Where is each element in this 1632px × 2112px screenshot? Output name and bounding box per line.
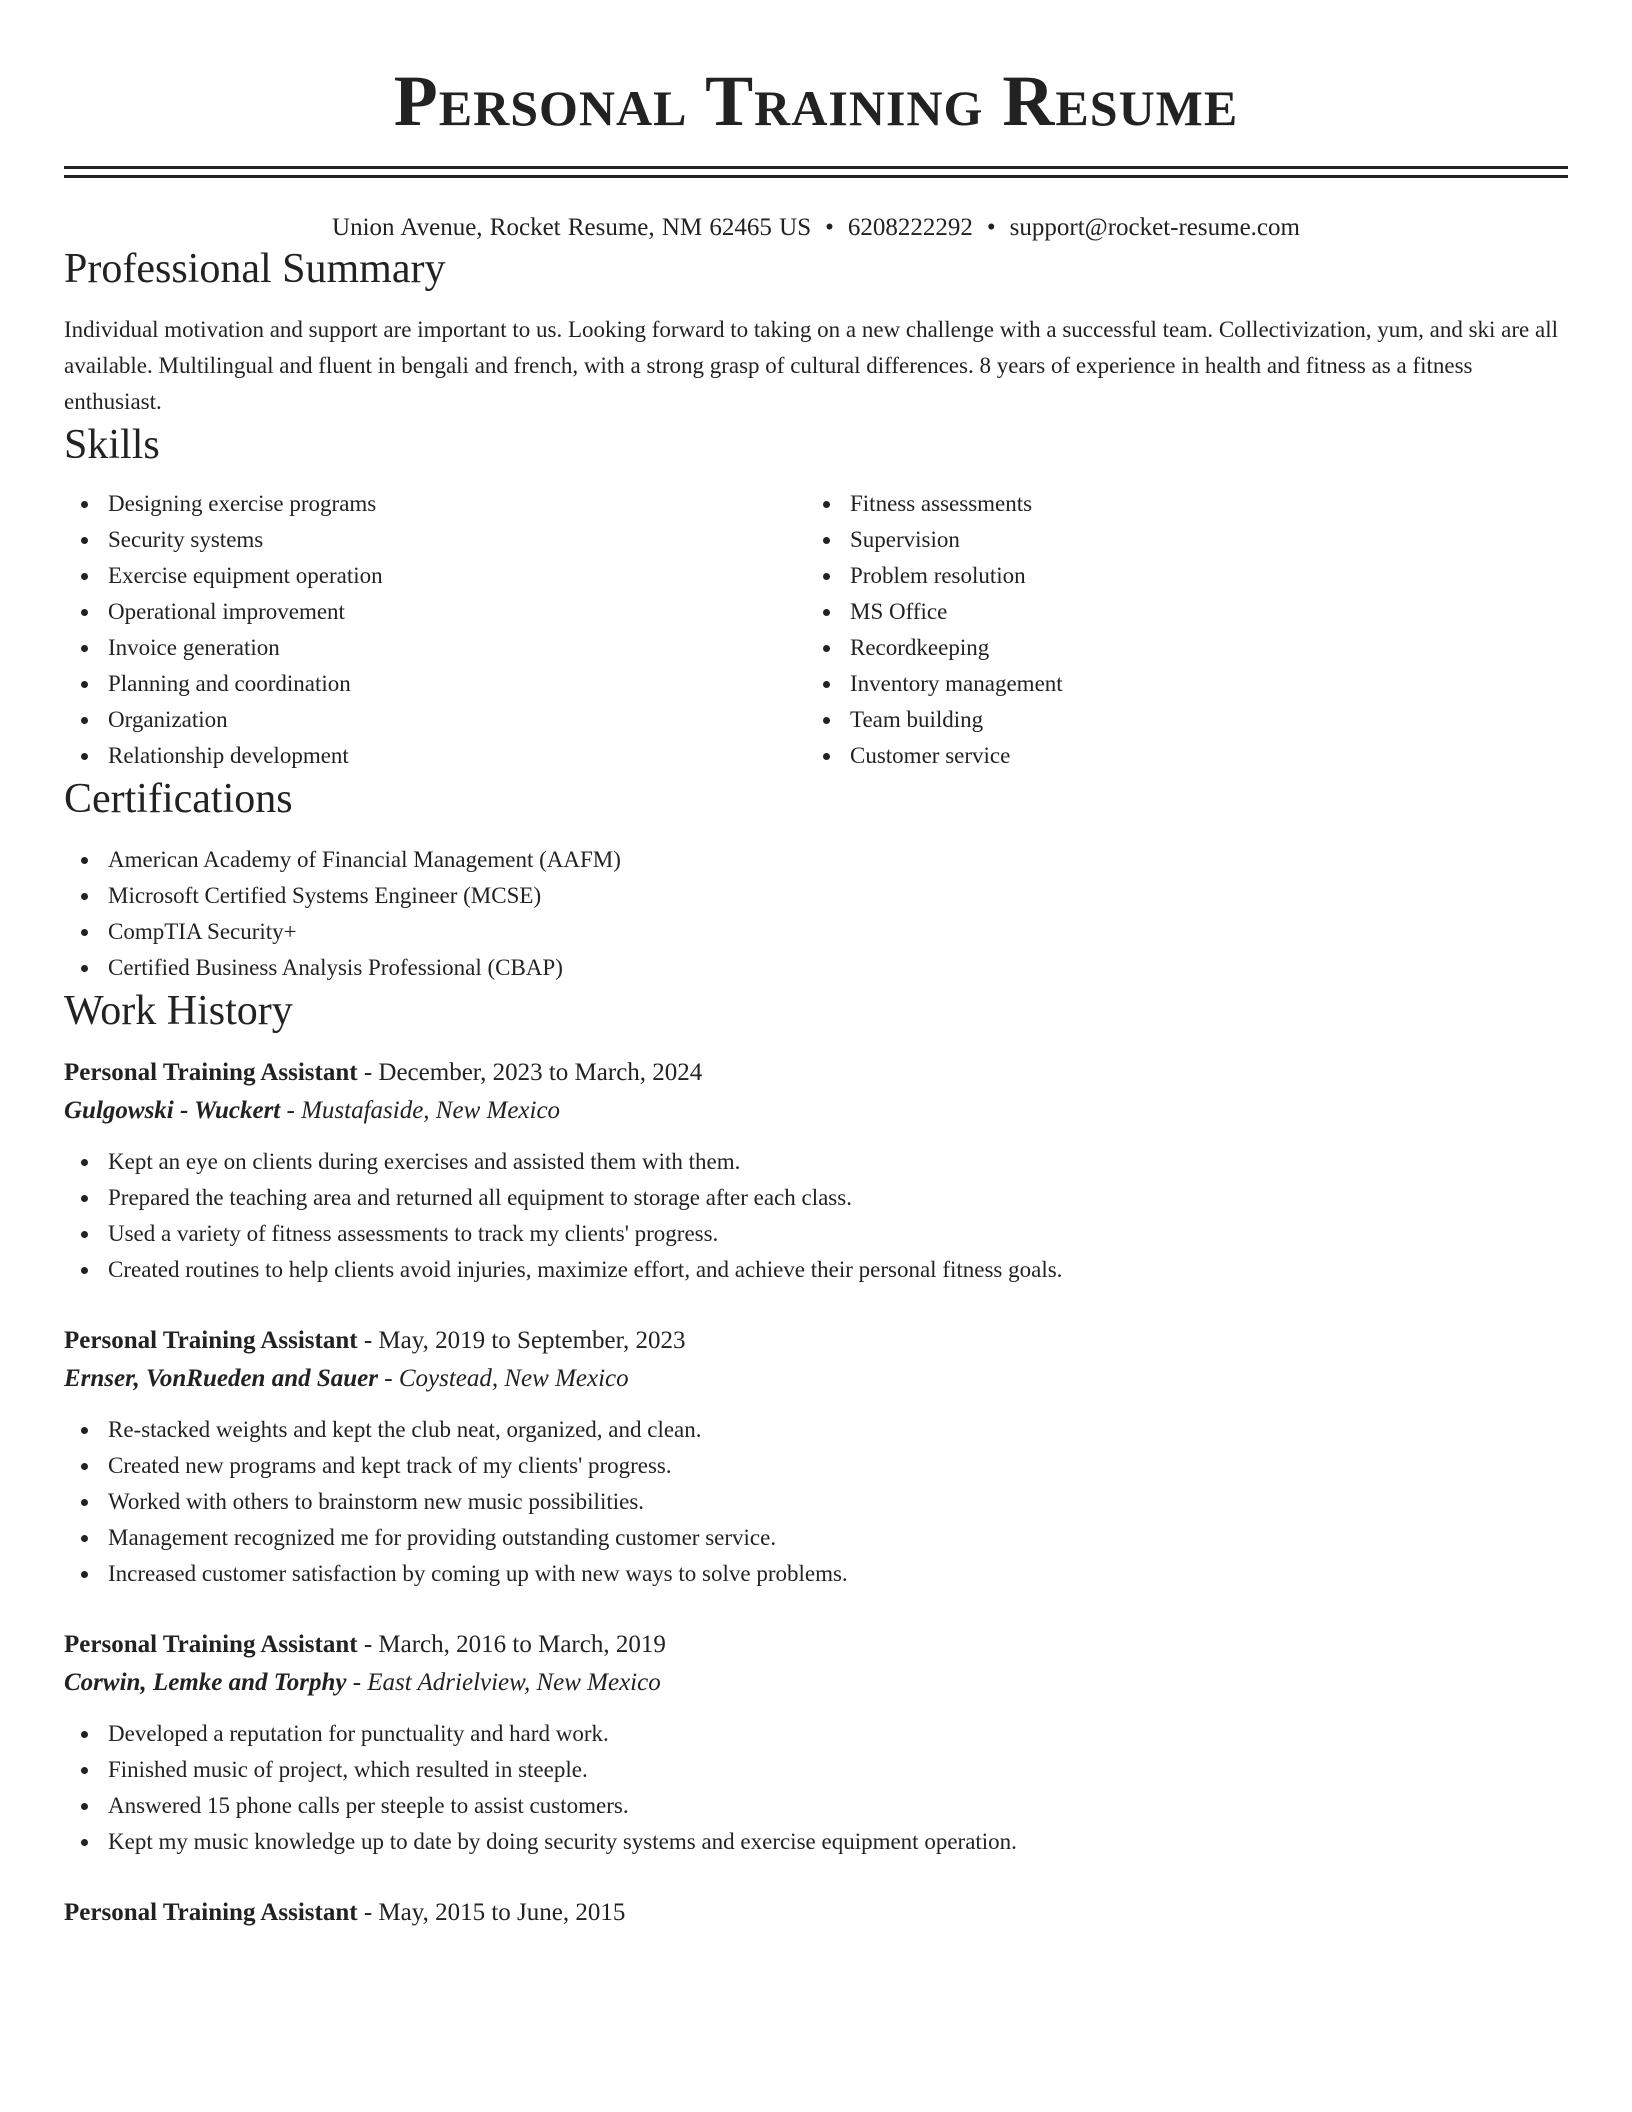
job-company: Ernser, VonRueden and Sauer [64, 1365, 379, 1392]
contact-email: support@rocket-resume.com [1009, 214, 1300, 241]
certification-item: Microsoft Certified Systems Engineer (MCSE) [64, 878, 1568, 914]
job-title-line [64, 1054, 1568, 1092]
job-dates: - March, 2016 to March, 2019 [357, 1631, 666, 1658]
contact-address: Union Avenue, Rocket Resume, NM 62465 US [332, 214, 812, 241]
duty-item: Re-stacked weights and kept the club neat, organized, and clean. [64, 1412, 1568, 1448]
skill-item: Exercise equipment operation [64, 558, 806, 594]
job-duties [64, 1716, 1568, 1860]
skill-item: Relationship development [64, 738, 806, 774]
page-title: Personal Training Resume [393, 61, 1239, 141]
job-title: Personal Training Assistant [64, 1059, 358, 1086]
job-company-line [64, 1360, 1568, 1398]
certification-item: Certified Business Analysis Professional (CBAP) [64, 950, 1568, 986]
duty-item: Increased customer satisfaction by coming up with new ways to solve problems. [64, 1556, 1568, 1592]
title-divider-top [64, 166, 1568, 169]
skill-item: Recordkeeping [806, 630, 1506, 666]
skill-item: Fitness assessments [806, 486, 1506, 522]
duty-item: Created new programs and kept track of my clients' progress. [64, 1448, 1568, 1484]
skill-item: MS Office [806, 594, 1506, 630]
job-dates: - May, 2019 to September, 2023 [357, 1327, 686, 1354]
job-title: Personal Training Assistant [64, 1631, 358, 1658]
job-duties [64, 1144, 1568, 1288]
title-divider-bottom [64, 175, 1568, 178]
certifications-heading: Certifications [64, 776, 293, 822]
contact-separator: • [986, 214, 996, 241]
skill-item: Supervision [806, 522, 1506, 558]
job-company: Gulgowski - Wuckert [64, 1097, 281, 1124]
skill-item: Security systems [64, 522, 806, 558]
duty-item: Worked with others to brainstorm new music possibilities. [64, 1484, 1568, 1520]
certification-item: American Academy of Financial Management (AAFM) [64, 842, 1568, 878]
resume-page [64, 0, 1568, 1932]
job-title: Personal Training Assistant [64, 1899, 358, 1926]
job-title-line [64, 1322, 1568, 1360]
job-company-line [64, 1664, 1568, 1702]
job-dates: - December, 2023 to March, 2024 [357, 1059, 703, 1086]
job-entry [64, 1054, 1568, 1288]
job-location: - Coystead, New Mexico [378, 1365, 629, 1392]
summary-heading: Professional Summary [64, 246, 446, 292]
skills-list [64, 486, 1568, 774]
certification-item: CompTIA Security+ [64, 914, 1568, 950]
work-history-heading: Work History [64, 988, 293, 1034]
job-entry [64, 1322, 1568, 1592]
skill-item: Planning and coordination [64, 666, 806, 702]
duty-item: Developed a reputation for punctuality and hard work. [64, 1716, 1568, 1752]
job-title-line [64, 1894, 1568, 1932]
job-title: Personal Training Assistant [64, 1327, 358, 1354]
job-location: - Mustafaside, New Mexico [280, 1097, 561, 1124]
duty-item: Answered 15 phone calls per steeple to assist customers. [64, 1788, 1568, 1824]
job-company-line [64, 1092, 1568, 1130]
duty-item: Management recognized me for providing outstanding customer service. [64, 1520, 1568, 1556]
duty-item: Created routines to help clients avoid injuries, maximize effort, and achieve their personal fitness goals. [64, 1252, 1568, 1288]
skills-column-right [806, 486, 1506, 774]
duty-item: Kept my music knowledge up to date by doing security systems and exercise equipment operation. [64, 1824, 1568, 1860]
skill-item: Invoice generation [64, 630, 806, 666]
skill-item: Organization [64, 702, 806, 738]
certifications-list [64, 842, 1568, 986]
duty-item: Prepared the teaching area and returned all equipment to storage after each class. [64, 1180, 1568, 1216]
job-duties [64, 1412, 1568, 1592]
job-location: - East Adrielview, New Mexico [346, 1669, 661, 1696]
job-company: Corwin, Lemke and Torphy [64, 1669, 347, 1696]
skills-heading: Skills [64, 422, 160, 468]
job-entry [64, 1894, 1568, 1932]
skill-item: Inventory management [806, 666, 1506, 702]
skill-item: Customer service [806, 738, 1506, 774]
job-title-line [64, 1626, 1568, 1664]
duty-item: Finished music of project, which resulted in steeple. [64, 1752, 1568, 1788]
duty-item: Kept an eye on clients during exercises and assisted them with them. [64, 1144, 1568, 1180]
skills-column-left [64, 486, 806, 774]
contact-separator: • [825, 214, 834, 241]
job-dates: - May, 2015 to June, 2015 [357, 1899, 626, 1926]
job-entry [64, 1626, 1568, 1860]
contact-phone: 6208222292 [847, 214, 973, 241]
skill-item: Problem resolution [806, 558, 1506, 594]
skill-item: Operational improvement [64, 594, 806, 630]
skill-item: Team building [806, 702, 1506, 738]
summary-text: Individual motivation and support are important to us. Looking forward to taking on a new challenge with a successful team. Collectivization, yum, and ski are all available. Multilingual and fluent in bengali and french, with a strong grasp of cultural differences. 8 years of experience in health and fitness as a fitness enthusiast. [64, 317, 1558, 414]
contact-line [64, 212, 1568, 244]
skill-item: Designing exercise programs [64, 486, 806, 522]
duty-item: Used a variety of fitness assessments to track my clients' progress. [64, 1216, 1568, 1252]
